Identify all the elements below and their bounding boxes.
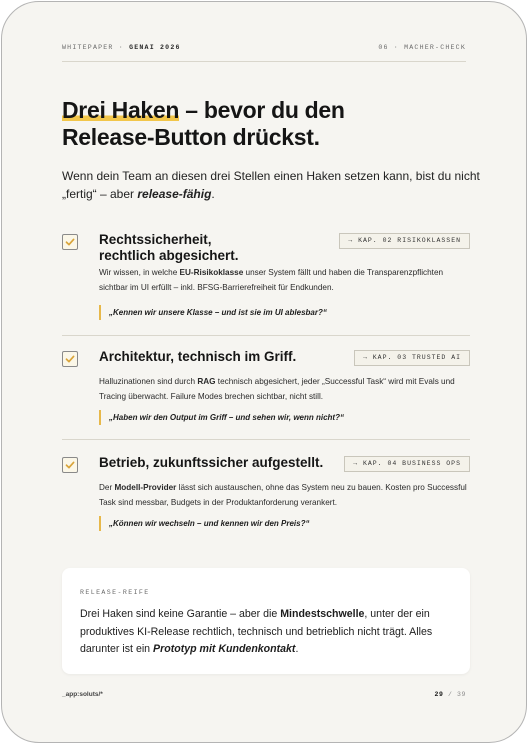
- item-body: [99, 266, 469, 295]
- header-series-label: WHITEPAPER ·: [62, 44, 124, 51]
- header-section: 06 · MACHER-CHECK: [378, 44, 466, 51]
- item-title-line1: Rechtssicherheit,: [99, 232, 212, 247]
- item-quote: „Können wir wechseln – und kennen wir den Preis?“: [99, 516, 469, 531]
- callout-text-pre: Drei Haken sind keine Garantie – aber die: [80, 608, 281, 620]
- chapter-tag: → KAP. 02 RISIKOKLASSEN: [339, 233, 470, 249]
- item-title: Architektur, technisch im Griff.: [99, 349, 297, 364]
- checkmark-icon: [65, 460, 75, 470]
- callout-text-bold: Mindestschwelle: [280, 608, 365, 620]
- header-series-bold: GENAI 2026: [129, 44, 181, 51]
- header-series: [62, 44, 181, 51]
- checkbox[interactable]: [62, 457, 78, 473]
- item-body-pre: Wir wissen, in welche: [99, 268, 180, 277]
- page-separator: /: [443, 691, 457, 698]
- page-footer: [62, 691, 466, 703]
- item-body-bold: Modell-Provider: [114, 483, 177, 492]
- item-body-post: technisch abgesichert, jeder „Successful Task“ wird mit Evals und Tracing überwacht. Failure Modes brechen sichtbar, nicht still.: [99, 377, 455, 401]
- lead-paragraph: [62, 167, 482, 203]
- item-body-bold: EU-Risikoklasse: [179, 268, 244, 277]
- item-quote: „Kennen wir unsere Klasse – und ist sie im UI ablesbar?“: [99, 305, 469, 320]
- release-callout: [62, 568, 470, 674]
- checkmark-icon: [65, 237, 75, 247]
- chapter-tag: → KAP. 03 TRUSTED AI: [354, 350, 470, 366]
- chapter-tag: → KAP. 04 BUSINESS OPS: [344, 456, 470, 472]
- title-highlight: Drei Haken: [62, 97, 180, 123]
- divider: [62, 335, 470, 336]
- item-body-bold: RAG: [197, 377, 216, 386]
- item-title: Betrieb, zukunftssicher aufgestellt.: [99, 455, 324, 470]
- callout-text-emphasis: Prototyp mit Kundenkontakt: [153, 643, 296, 655]
- callout-label: RELEASE-REIFE: [80, 589, 150, 596]
- item-title: [99, 232, 319, 264]
- checkbox[interactable]: [62, 351, 78, 367]
- item-quote: „Haben wir den Output im Griff – und sehen wir, wenn nicht?“: [99, 410, 469, 425]
- page-current: 29: [434, 691, 444, 698]
- callout-text-mid: , unter der ein produktives KI-Release rechtlich, technisch und betrieblich nicht trägt. Alles darunter ist ein: [80, 608, 433, 655]
- item-body: [99, 375, 469, 404]
- callout-text: [80, 606, 460, 659]
- page-total: 39: [456, 691, 466, 698]
- item-title-line2: rechtlich abgesichert.: [99, 248, 239, 263]
- divider: [62, 439, 470, 440]
- footer-brand: _app:soluts/*: [62, 691, 103, 698]
- page-header: [62, 44, 466, 62]
- item-body-pre: Halluzinationen sind durch: [99, 377, 198, 386]
- title-rest: – bevor du den: [179, 97, 345, 123]
- lead-emphasis: release-fähig: [137, 187, 212, 201]
- checkmark-icon: [65, 354, 75, 364]
- page-number: [434, 691, 466, 698]
- callout-text-end: .: [295, 643, 299, 655]
- item-body: [99, 481, 469, 510]
- document-page: [1, 1, 527, 743]
- lead-text: Wenn dein Team an diesen drei Stellen einen Haken setzen kann, bist du nicht „fertig“ – aber: [62, 169, 480, 201]
- lead-end: .: [211, 187, 215, 201]
- item-body-pre: Der: [99, 483, 115, 492]
- item-body-post: lässt sich austauschen, ohne das System neu zu bauen. Kosten pro Successful Task sind messbar, Budgets in der Produktanforderung verankert.: [99, 483, 467, 507]
- title-line2: Release-Button drückst.: [62, 124, 320, 150]
- item-body-post: unser System fällt und haben die Transparenzpflichten sichtbar im UI erfüllt – inkl. BFSG-Barrierefreiheit für Endkunden.: [99, 268, 444, 292]
- page-title: [62, 97, 462, 151]
- checkbox[interactable]: [62, 234, 78, 250]
